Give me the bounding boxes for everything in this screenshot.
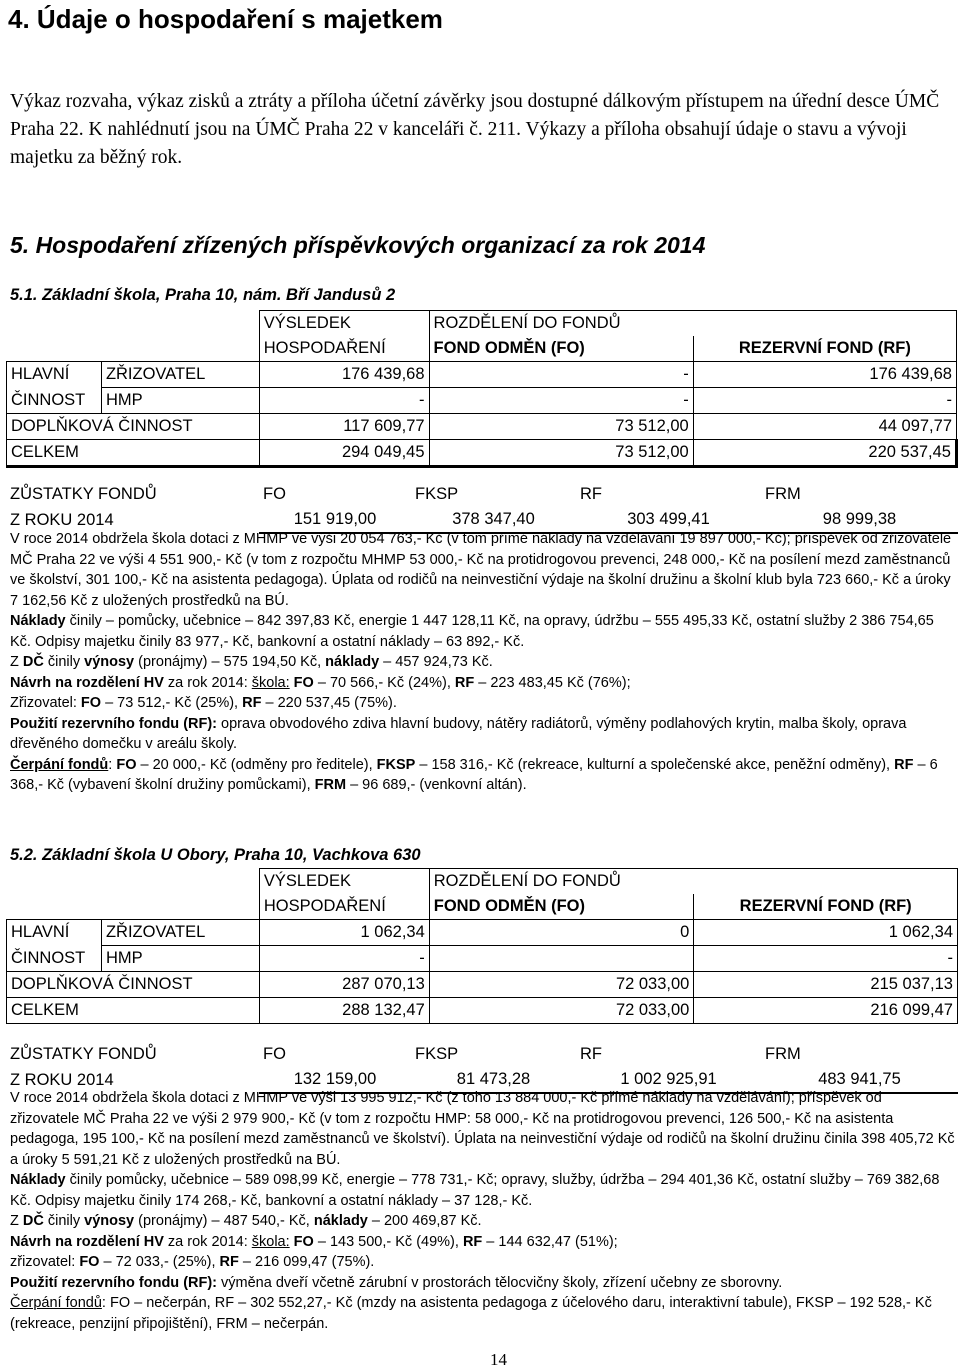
school1-founder: Zřizovatel: FO – 73 512,- Kč (25%), RF – 220 537,45 (75%). xyxy=(10,695,397,711)
balances-fksp: FKSP xyxy=(415,485,459,503)
row-hmp: HMP xyxy=(101,388,259,414)
school2-title: 5.2. Základní škola U Obory, Praha 10, Vachkova 630 xyxy=(10,846,421,864)
row-zrizovatel: ZŘIZOVATEL xyxy=(101,362,259,388)
balances-frm: FRM xyxy=(765,485,801,503)
school1-proposal: Návrh na rozdělení HV za rok 2014: škola: FO – 70 566,- Kč (24%), RF – 223 483,45 Kč (76%); xyxy=(10,674,631,691)
cell: 72 033,00 xyxy=(429,972,694,998)
cell: - xyxy=(693,388,956,414)
cell: - xyxy=(259,946,429,972)
school2-balances-table xyxy=(6,1042,958,1094)
cell: 176 439,68 xyxy=(693,362,956,388)
cell: 1 002 925,91 xyxy=(576,1067,761,1093)
school2-text xyxy=(10,1088,955,1334)
school2-result-table xyxy=(6,868,958,1024)
cell: 288 132,47 xyxy=(259,998,429,1024)
col-vysledek: VÝSLEDEK xyxy=(259,869,429,895)
school2-founder: zřizovatel: FO – 72 033,- (25%), RF – 216 099,47 (75%). xyxy=(10,1254,375,1270)
balances-fo: FO xyxy=(263,1045,286,1063)
school2-dc: Z DČ činily výnosy (pronájmy) – 487 540,- Kč, náklady – 200 469,87 Kč. xyxy=(10,1213,482,1229)
col-fo: FOND ODMĚN (FO) xyxy=(429,894,694,920)
row-hmp: HMP xyxy=(101,946,259,972)
balances-rf: RF xyxy=(580,485,602,503)
col-rozdeleni: ROZDĚLENÍ DO FONDŮ xyxy=(429,869,957,895)
school1-reserve: Použití rezervního fondu (RF): oprava obvodového zdiva hlavní budovy, nátěry radiátorů, výměny podlahových krytin, malba školy, oprava dřevěného domečku v areálu školy. xyxy=(10,715,907,752)
balances-frm: FRM xyxy=(765,1045,801,1063)
row-cinnost: ČINNOST xyxy=(7,946,102,972)
row-hlavni: HLAVNÍ xyxy=(7,920,102,946)
row-cinnost: ČINNOST xyxy=(7,388,102,414)
page-number: 14 xyxy=(490,1350,507,1369)
balances-fo: FO xyxy=(263,485,286,503)
col-rozdeleni: ROZDĚLENÍ DO FONDŮ xyxy=(429,311,956,337)
school1-dc: Z DČ činily výnosy (pronájmy) – 575 194,50 Kč, náklady – 457 924,73 Kč. xyxy=(10,654,493,670)
school1-title: 5.1. Základní škola, Praha 10, nám. Bří Jandusů 2 xyxy=(10,286,396,304)
school1-drawing: Čerpání fondů: FO – 20 000,- Kč (odměny pro ředitele), FKSP – 158 316,- Kč (rekreace, kulturní a společenské akce, peněžní odměny), RF – 6 368,- Kč (vybavení školní družiny pomůckami), FRM – 96 689,- (venkovní altán). xyxy=(10,756,938,793)
cell: 98 999,38 xyxy=(761,507,958,533)
balances-rf: RF xyxy=(580,1045,602,1063)
cell: 294 049,45 xyxy=(259,440,429,467)
row-hlavni: HLAVNÍ xyxy=(7,362,102,388)
balances-label: ZŮSTATKY FONDŮ xyxy=(10,1045,157,1063)
row-celkem: CELKEM xyxy=(7,998,260,1024)
school2-subsidy: V roce 2014 obdržela škola dotaci z MHMP ve výši 13 995 912,- Kč (z toho 13 884 000,- Kč přímé náklady na vzdělávání); příspěvek od zřizovatele MČ Praha 22 ve výši 2 979 900,- Kč (v tom z rozpočtu HMP: 58 000,- Kč na protidrogovou prevenci, 126 500,- Kč na asistenta pedagoga, 195 100,- Kč na posílení mezd zaměstnanců ve školství). Úplata na neinvestiční výdaje od rodičů na školní družinu činila 398 405,72 Kč a úroky 5 591,21 Kč z uložených prostředků na BÚ. xyxy=(10,1090,955,1168)
school1-balances-table xyxy=(6,482,958,534)
cell: - xyxy=(259,388,429,414)
col-fo: FOND ODMĚN (FO) xyxy=(429,336,693,362)
cell: 215 037,13 xyxy=(694,972,958,998)
col-hospodareni: HOSPODAŘENÍ xyxy=(259,336,429,362)
cell: 287 070,13 xyxy=(259,972,429,998)
cell: 176 439,68 xyxy=(259,362,429,388)
school2-reserve: Použití rezervního fondu (RF): výměna dveří včetně zárubní v prostorách tělocvičny školy, zřízení učebny ze sborovny. xyxy=(10,1274,783,1291)
cell: 216 099,47 xyxy=(694,998,958,1024)
col-rf: REZERVNÍ FOND (RF) xyxy=(694,894,958,920)
cell: 44 097,77 xyxy=(693,414,956,440)
section-title: 5. Hospodaření zřízených příspěvkových organizací za rok 2014 xyxy=(10,232,706,258)
page-heading: 4. Údaje o hospodaření s majetkem xyxy=(8,4,443,34)
cell: 81 473,28 xyxy=(411,1067,576,1093)
cell: 73 512,00 xyxy=(429,414,693,440)
cell: 483 941,75 xyxy=(761,1067,958,1093)
cell: 151 919,00 xyxy=(259,507,411,533)
col-vysledek: VÝSLEDEK xyxy=(259,311,429,337)
cell: - xyxy=(694,946,958,972)
balances-label: ZŮSTATKY FONDŮ xyxy=(10,485,157,503)
balances-year: Z ROKU 2014 xyxy=(10,1070,114,1089)
cell: - xyxy=(429,388,693,414)
cell: 220 537,45 xyxy=(693,440,956,467)
balances-fksp: FKSP xyxy=(415,1045,459,1063)
cell: 73 512,00 xyxy=(429,440,693,467)
school2-drawing: Čerpání fondů: FO – nečerpán, RF – 302 552,27,- Kč (mzdy na asistenta pedagoga z účelového daru, interaktivní tabule), FKSP – 192 528,- Kč (rekreace, penzijní připojištění), FRM – nečerpán. xyxy=(10,1295,932,1332)
intro-paragraph: Výkaz rozvaha, výkaz zisků a ztráty a příloha účetní závěrky jsou dostupné dálkovým přístupem na úřední desce ÚMČ Praha 22. K nahlédnutí jsou na ÚMČ Praha 22 v kanceláři č. 211. Výkazy a příloha obsahují údaje o stavu a vývoji majetku za běžný rok. xyxy=(10,91,940,168)
cell: 0 xyxy=(429,920,694,946)
cell: 117 609,77 xyxy=(259,414,429,440)
school1-subsidy: V roce 2014 obdržela škola dotaci z MHMP ve výši 20 054 763,- Kč (v tom přímé náklady na vzdělávání 19 897 000,- Kč); příspěvek od zřizovatele MČ Praha 22 ve výši 4 551 900,- Kč (v tom z rozpočtu MHMP 53 000,- Kč na protidrogovou prevenci, 248 000,- Kč na posílení mezd zaměstnanců ve školství, 301 100,- Kč na asistenta pedagoga). Úplata od rodičů na neinvestiční výdaje na školní družinu a školní klub byla 723 660,- Kč a úroky 7 162,56 Kč z uložených prostředků na BÚ. xyxy=(10,531,952,609)
cell: 1 062,34 xyxy=(694,920,958,946)
cell: - xyxy=(429,362,693,388)
cell: 378 347,40 xyxy=(411,507,576,533)
cell: 1 062,34 xyxy=(259,920,429,946)
row-zrizovatel: ZŘIZOVATEL xyxy=(101,920,259,946)
cell: 132 159,00 xyxy=(259,1067,411,1093)
col-rf: REZERVNÍ FOND (RF) xyxy=(693,336,956,362)
row-celkem: CELKEM xyxy=(7,440,260,467)
row-doplnkova: DOPLŇKOVÁ ČINNOST xyxy=(7,972,260,998)
school1-costs: Náklady činily – pomůcky, učebnice – 842 397,83 Kč, energie 1 447 128,11 Kč, na opravy, údržbu – 555 495,33 Kč, ostatní služby 2 386 754,65 Kč. Odpisy majetku činily 83 977,- Kč, bankovní a ostatní náklady – 63 892,- Kč. xyxy=(10,613,934,650)
cell xyxy=(429,946,694,972)
row-doplnkova: DOPLŇKOVÁ ČINNOST xyxy=(7,414,260,440)
col-hospodareni: HOSPODAŘENÍ xyxy=(259,894,429,920)
school2-costs: Náklady činily pomůcky, učebnice – 589 098,99 Kč, energie – 778 731,- Kč; opravy, služby, údržba – 294 401,36 Kč, ostatní služby – 769 382,68 Kč. Odpisy majetku činily 174 268,- Kč, bankovní a ostatní náklady – 37 128,- Kč. xyxy=(10,1172,940,1209)
school2-proposal: Návrh na rozdělení HV za rok 2014: škola: FO – 143 500,- Kč (49%), RF – 144 632,47 (51%); xyxy=(10,1233,618,1250)
cell: 72 033,00 xyxy=(429,998,694,1024)
cell: 303 499,41 xyxy=(576,507,761,533)
school1-result-table xyxy=(6,310,958,468)
school1-text xyxy=(10,529,955,796)
balances-year: Z ROKU 2014 xyxy=(10,510,114,529)
